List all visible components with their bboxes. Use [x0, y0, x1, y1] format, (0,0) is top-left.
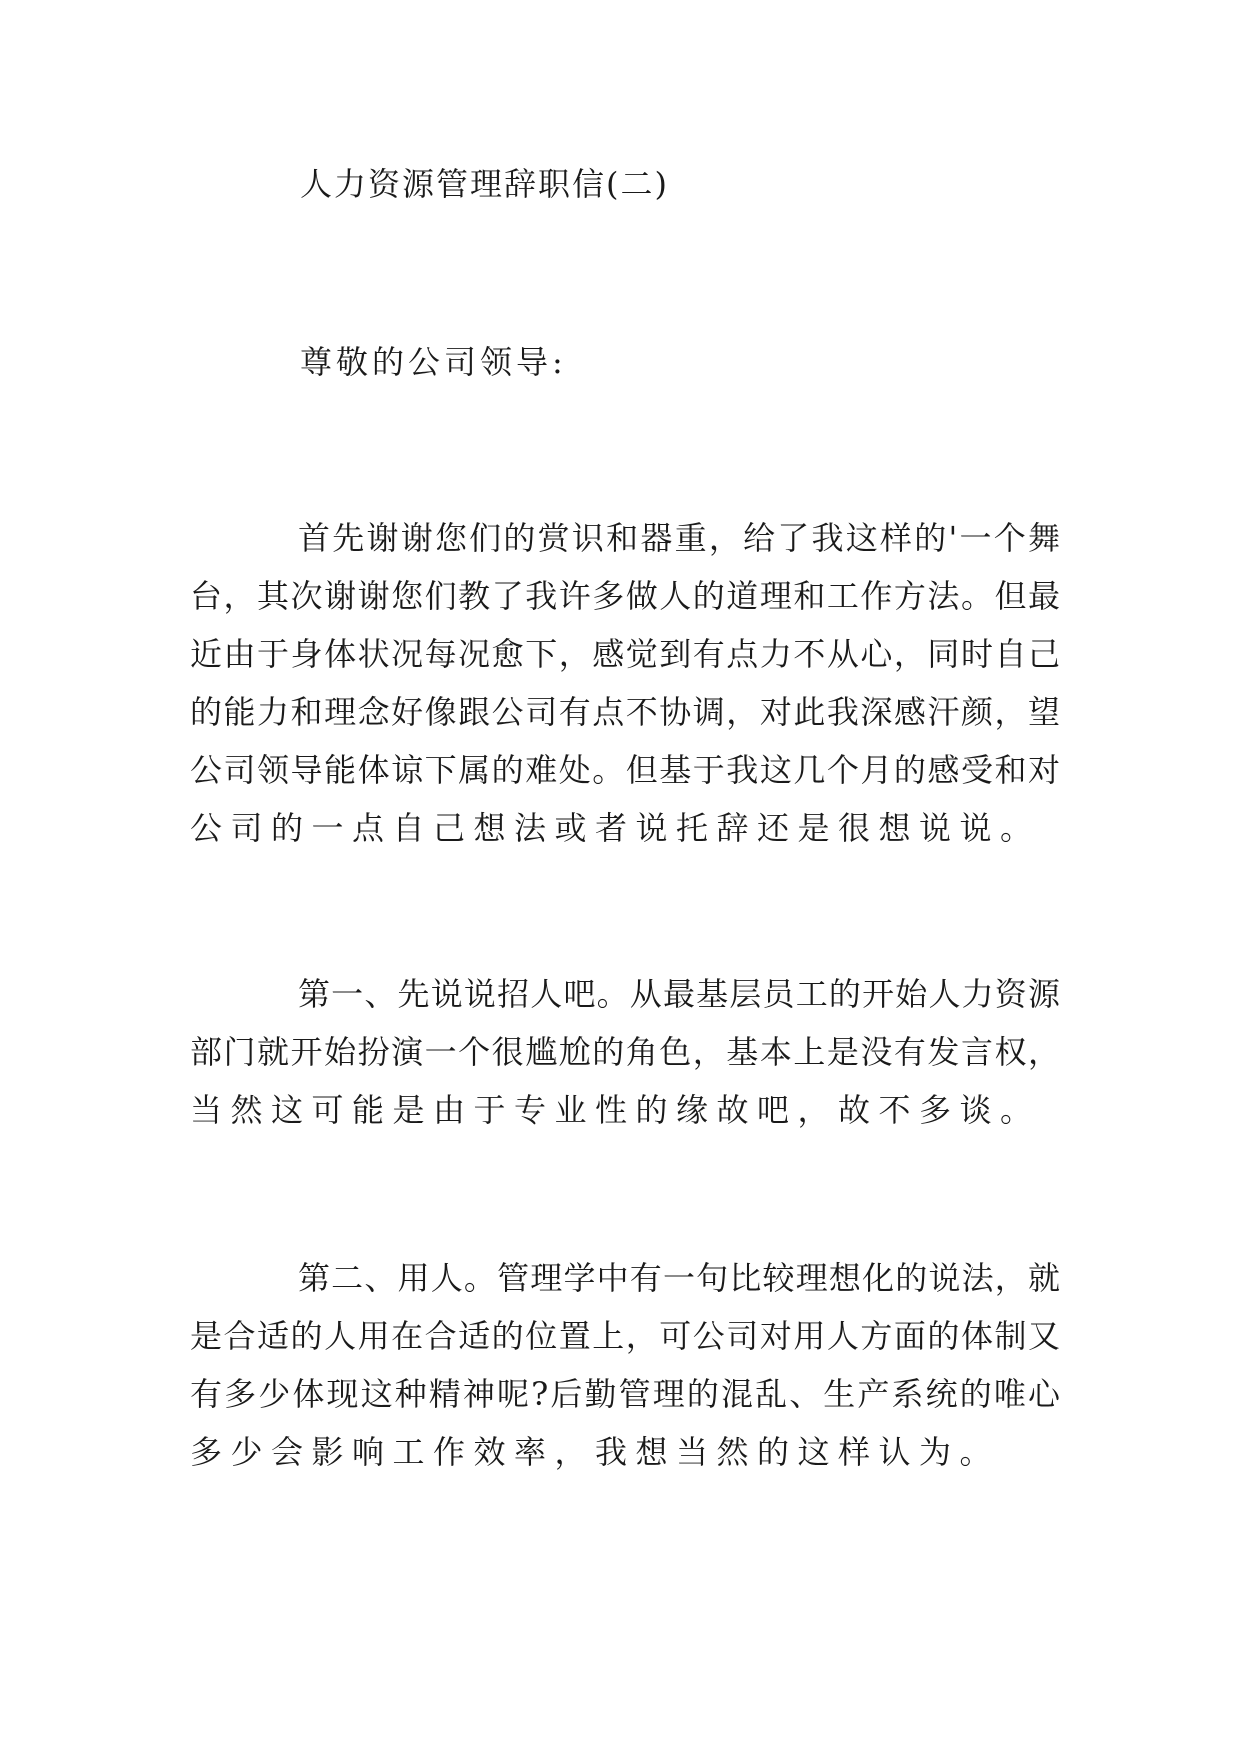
paragraph-recruiting [190, 965, 1060, 1139]
paragraph-thanks [190, 509, 1060, 857]
document-title: 人力资源管理辞职信(二) [300, 165, 669, 203]
paragraph-line: 有多少体现这种精神呢?后勤管理的混乱、生产系统的唯心 [190, 1375, 1060, 1413]
paragraph-line: 台，其次谢谢您们教了我许多做人的道理和工作方法。但最 [190, 577, 1060, 615]
salutation: 尊敬的公司领导: [300, 343, 567, 381]
paragraph-line: 公司的一点自己想法或者说托辞还是很想说说。 [190, 809, 1041, 847]
paragraph-line: 的能力和理念好像跟公司有点不协调，对此我深感汗颜，望 [190, 693, 1060, 731]
paragraph-line: 是合适的人用在合适的位置上，可公司对用人方面的体制又 [190, 1317, 1060, 1355]
paragraph-line: 第一、先说说招人吧。从最基层员工的开始人力资源 [298, 975, 1060, 1013]
paragraph-line: 首先谢谢您们的赏识和器重，给了我这样的'一个舞 [298, 519, 1060, 557]
paragraph-line: 部门就开始扮演一个很尴尬的角色，基本上是没有发言权， [190, 1033, 1060, 1071]
paragraph-line: 当然这可能是由于专业性的缘故吧，故不多谈。 [190, 1091, 1041, 1129]
paragraph-line: 近由于身体状况每况愈下，感觉到有点力不从心，同时自己 [190, 635, 1060, 673]
paragraph-line: 多少会影响工作效率，我想当然的这样认为。 [190, 1433, 1001, 1471]
paragraph-line: 第二、用人。管理学中有一句比较理想化的说法，就 [298, 1259, 1060, 1297]
paragraph-line: 公司领导能体谅下属的难处。但基于我这几个月的感受和对 [190, 751, 1060, 789]
paragraph-staffing [190, 1249, 1060, 1481]
